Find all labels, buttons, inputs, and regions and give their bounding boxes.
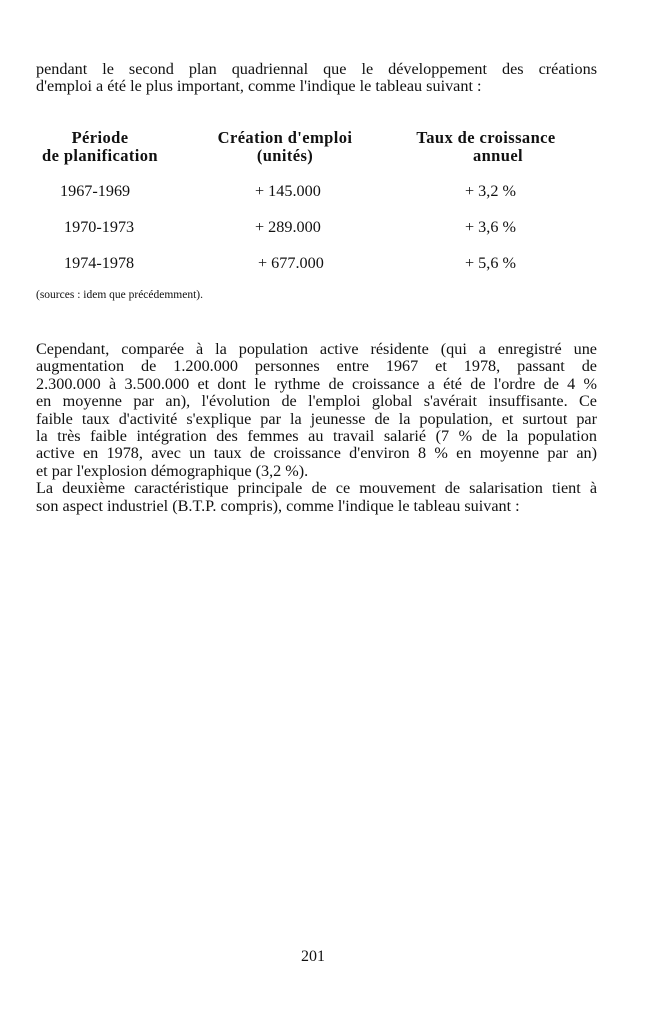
header-rate bbox=[403, 129, 569, 165]
cell-jobs: + 677.000 bbox=[258, 254, 324, 272]
header-line: de planification bbox=[42, 146, 158, 165]
text-line: en moyenne par an), l'évolution de l'emploi global s'avérait insuffisante. Ce bbox=[36, 392, 597, 410]
cell-rate: + 5,6 % bbox=[465, 254, 516, 272]
cell-rate: + 3,6 % bbox=[465, 218, 516, 236]
cell-jobs: + 289.000 bbox=[255, 218, 321, 236]
text-line: pendant le second plan quadriennal que le développement des créations bbox=[36, 60, 597, 78]
header-jobs bbox=[210, 129, 360, 165]
header-line: (unités) bbox=[256, 146, 314, 165]
text-line: son aspect industriel (B.T.P. compris), comme l'indique le tableau suivant : bbox=[36, 497, 520, 515]
page-number: 201 bbox=[301, 948, 325, 965]
text-line: la très faible intégration des femmes au travail salarié (7 % de la population bbox=[36, 427, 597, 445]
header-period bbox=[30, 129, 170, 165]
header-line: Période bbox=[71, 128, 129, 147]
text-line: Cependant, comparée à la population active résidente (qui a enregistré une bbox=[36, 340, 597, 358]
table-source-note: (sources : idem que précédemment). bbox=[36, 289, 204, 301]
header-line: Création d'emploi bbox=[217, 128, 353, 147]
text-line: augmentation de 1.200.000 personnes entre 1967 et 1978, passant de bbox=[36, 357, 597, 375]
text-line: faible taux d'activité s'explique par la jeunesse de la population, et surtout par bbox=[36, 410, 597, 428]
text-line: La deuxième caractéristique principale de ce mouvement de salarisation tient à bbox=[36, 479, 597, 497]
text-line: active en 1978, avec un taux de croissance d'environ 8 % en moyenne par an) bbox=[36, 444, 597, 462]
text-line: et par l'explosion démographique (3,2 %). bbox=[36, 462, 309, 480]
header-line: Taux de croissance bbox=[416, 128, 556, 147]
cell-jobs: + 145.000 bbox=[255, 182, 321, 200]
text-line: 2.300.000 à 3.500.000 et dont le rythme de croissance a été de l'ordre de 4 % bbox=[36, 375, 597, 393]
header-line: annuel bbox=[472, 146, 524, 165]
cell-period: 1967-1969 bbox=[60, 182, 131, 200]
cell-rate: + 3,2 % bbox=[465, 182, 516, 200]
text-line: d'emploi a été le plus important, comme l'indique le tableau suivant : bbox=[36, 77, 482, 95]
cell-period: 1974-1978 bbox=[64, 254, 135, 272]
cell-period: 1970-1973 bbox=[64, 218, 135, 236]
